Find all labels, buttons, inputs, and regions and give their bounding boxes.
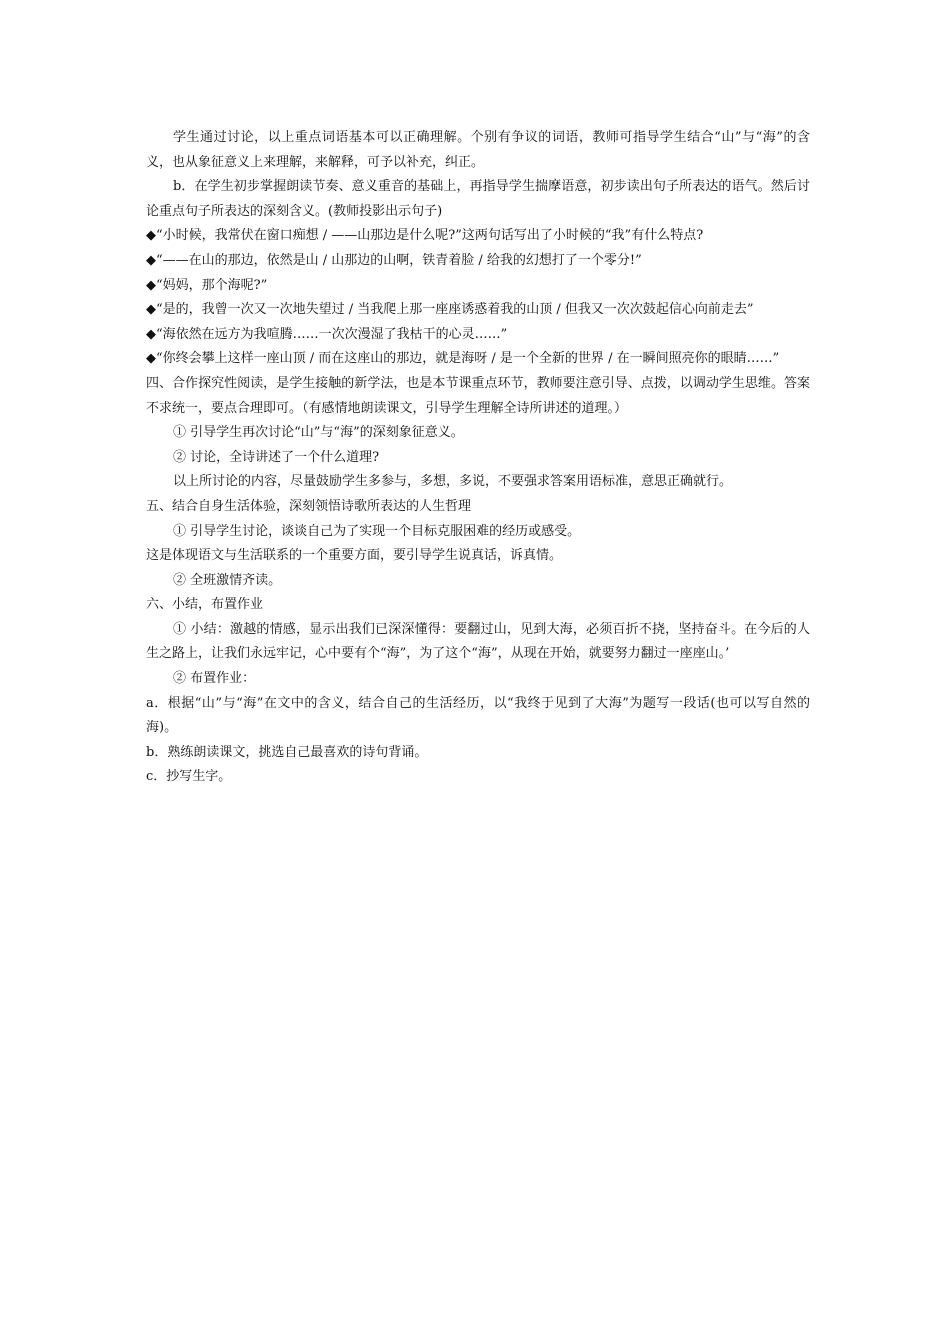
quote-bullet: ◆“你终会攀上这样一座山顶 / 而在这座山的那边，就是海呀 / 是一个全新的世界 / 在一瞬间照亮你的眼睛……” xyxy=(146,351,780,367)
paragraph: 以上所讨论的内容，尽量鼓励学生多参与，多想，多说，不要强求答案用语标准，意思正确就行。 xyxy=(173,474,733,490)
quote-bullet: ◆“妈妈，那个海呢?” xyxy=(146,277,268,293)
paragraph: 学生通过讨论，以上重点词语基本可以正确理解。个别有争议的词语，教师可指导学生结合“山”与“海”的含义，也从象征意义上来理解，来解释，可予以补充，纠正。 xyxy=(146,130,810,170)
homework-item: b．熟练朗读课文，挑选自己最喜欢的诗句背诵。 xyxy=(146,744,428,760)
quote-bullet: ◆“小时候，我常伏在窗口痴想 / ——山那边是什么呢?”这两句话写出了小时候的“我”有什么特点? xyxy=(146,228,704,244)
paragraph: ① 小结：激越的情感，显示出我们已深深懂得：要翻过山，见到大海，必须百折不挠，坚持奋斗。在今后的人生之路上，让我们永远牢记，心中要有个“海”，为了这个“海”，从现在开始，就要努力翻过一座座山。’ xyxy=(146,621,810,662)
paragraph: ② 讨论，全诗讲述了一个什么道理? xyxy=(173,449,380,465)
section-heading: 五、结合自身生活体验，深刻领悟诗歌所表达的人生哲理 xyxy=(146,498,472,514)
document-body xyxy=(146,126,810,790)
paragraph: 这是体现语文与生活联系的一个重要方面，要引导学生说真话，诉真情。 xyxy=(146,548,563,564)
paragraph: ① 引导学生再次讨论“山”与“海”的深刻象征意义。 xyxy=(173,425,464,441)
homework-item: c．抄写生字。 xyxy=(146,769,232,785)
homework-item: a．根据“山”与“海”在文中的含义，结合自己的生活经历，以“我终于见到了大海”为题写一段话(也可以写自然的海)。 xyxy=(146,695,810,736)
quote-bullet: ◆“海依然在远方为我喧腾……一次次漫湿了我枯干的心灵……” xyxy=(146,326,508,342)
paragraph: ① 引导学生讨论，谈谈自己为了实现一个目标克服困难的经历或感受。 xyxy=(173,523,581,539)
section-heading: 四、合作探究性阅读，是学生接触的新学法，也是本节课重点环节，教师要注意引导、点拨，以调动学生思维。答案不求统一，要点合理即可。（有感情地朗读课文，引导学生理解全诗所讲述的道理。） xyxy=(146,375,810,416)
paragraph: b．在学生初步掌握朗读节奏、意义重音的基础上，再指导学生揣摩语意，初步读出句子所表达的语气。然后讨论重点句子所表达的深刻含义。(教师投影出示句子) xyxy=(146,179,810,219)
paragraph: ② 布置作业： xyxy=(173,671,256,687)
quote-bullet: ◆“是的，我曾一次又一次地失望过 / 当我爬上那一座座诱惑着我的山顶 / 但我又一次次鼓起信心向前走去” xyxy=(146,302,754,318)
quote-bullet: ◆“——在山的那边，依然是山 / 山那边的山啊，铁青着脸 / 给我的幻想打了一个零分!” xyxy=(146,252,642,268)
paragraph: ② 全班激情齐读。 xyxy=(173,572,282,588)
section-heading: 六、小结，布置作业 xyxy=(146,597,264,613)
